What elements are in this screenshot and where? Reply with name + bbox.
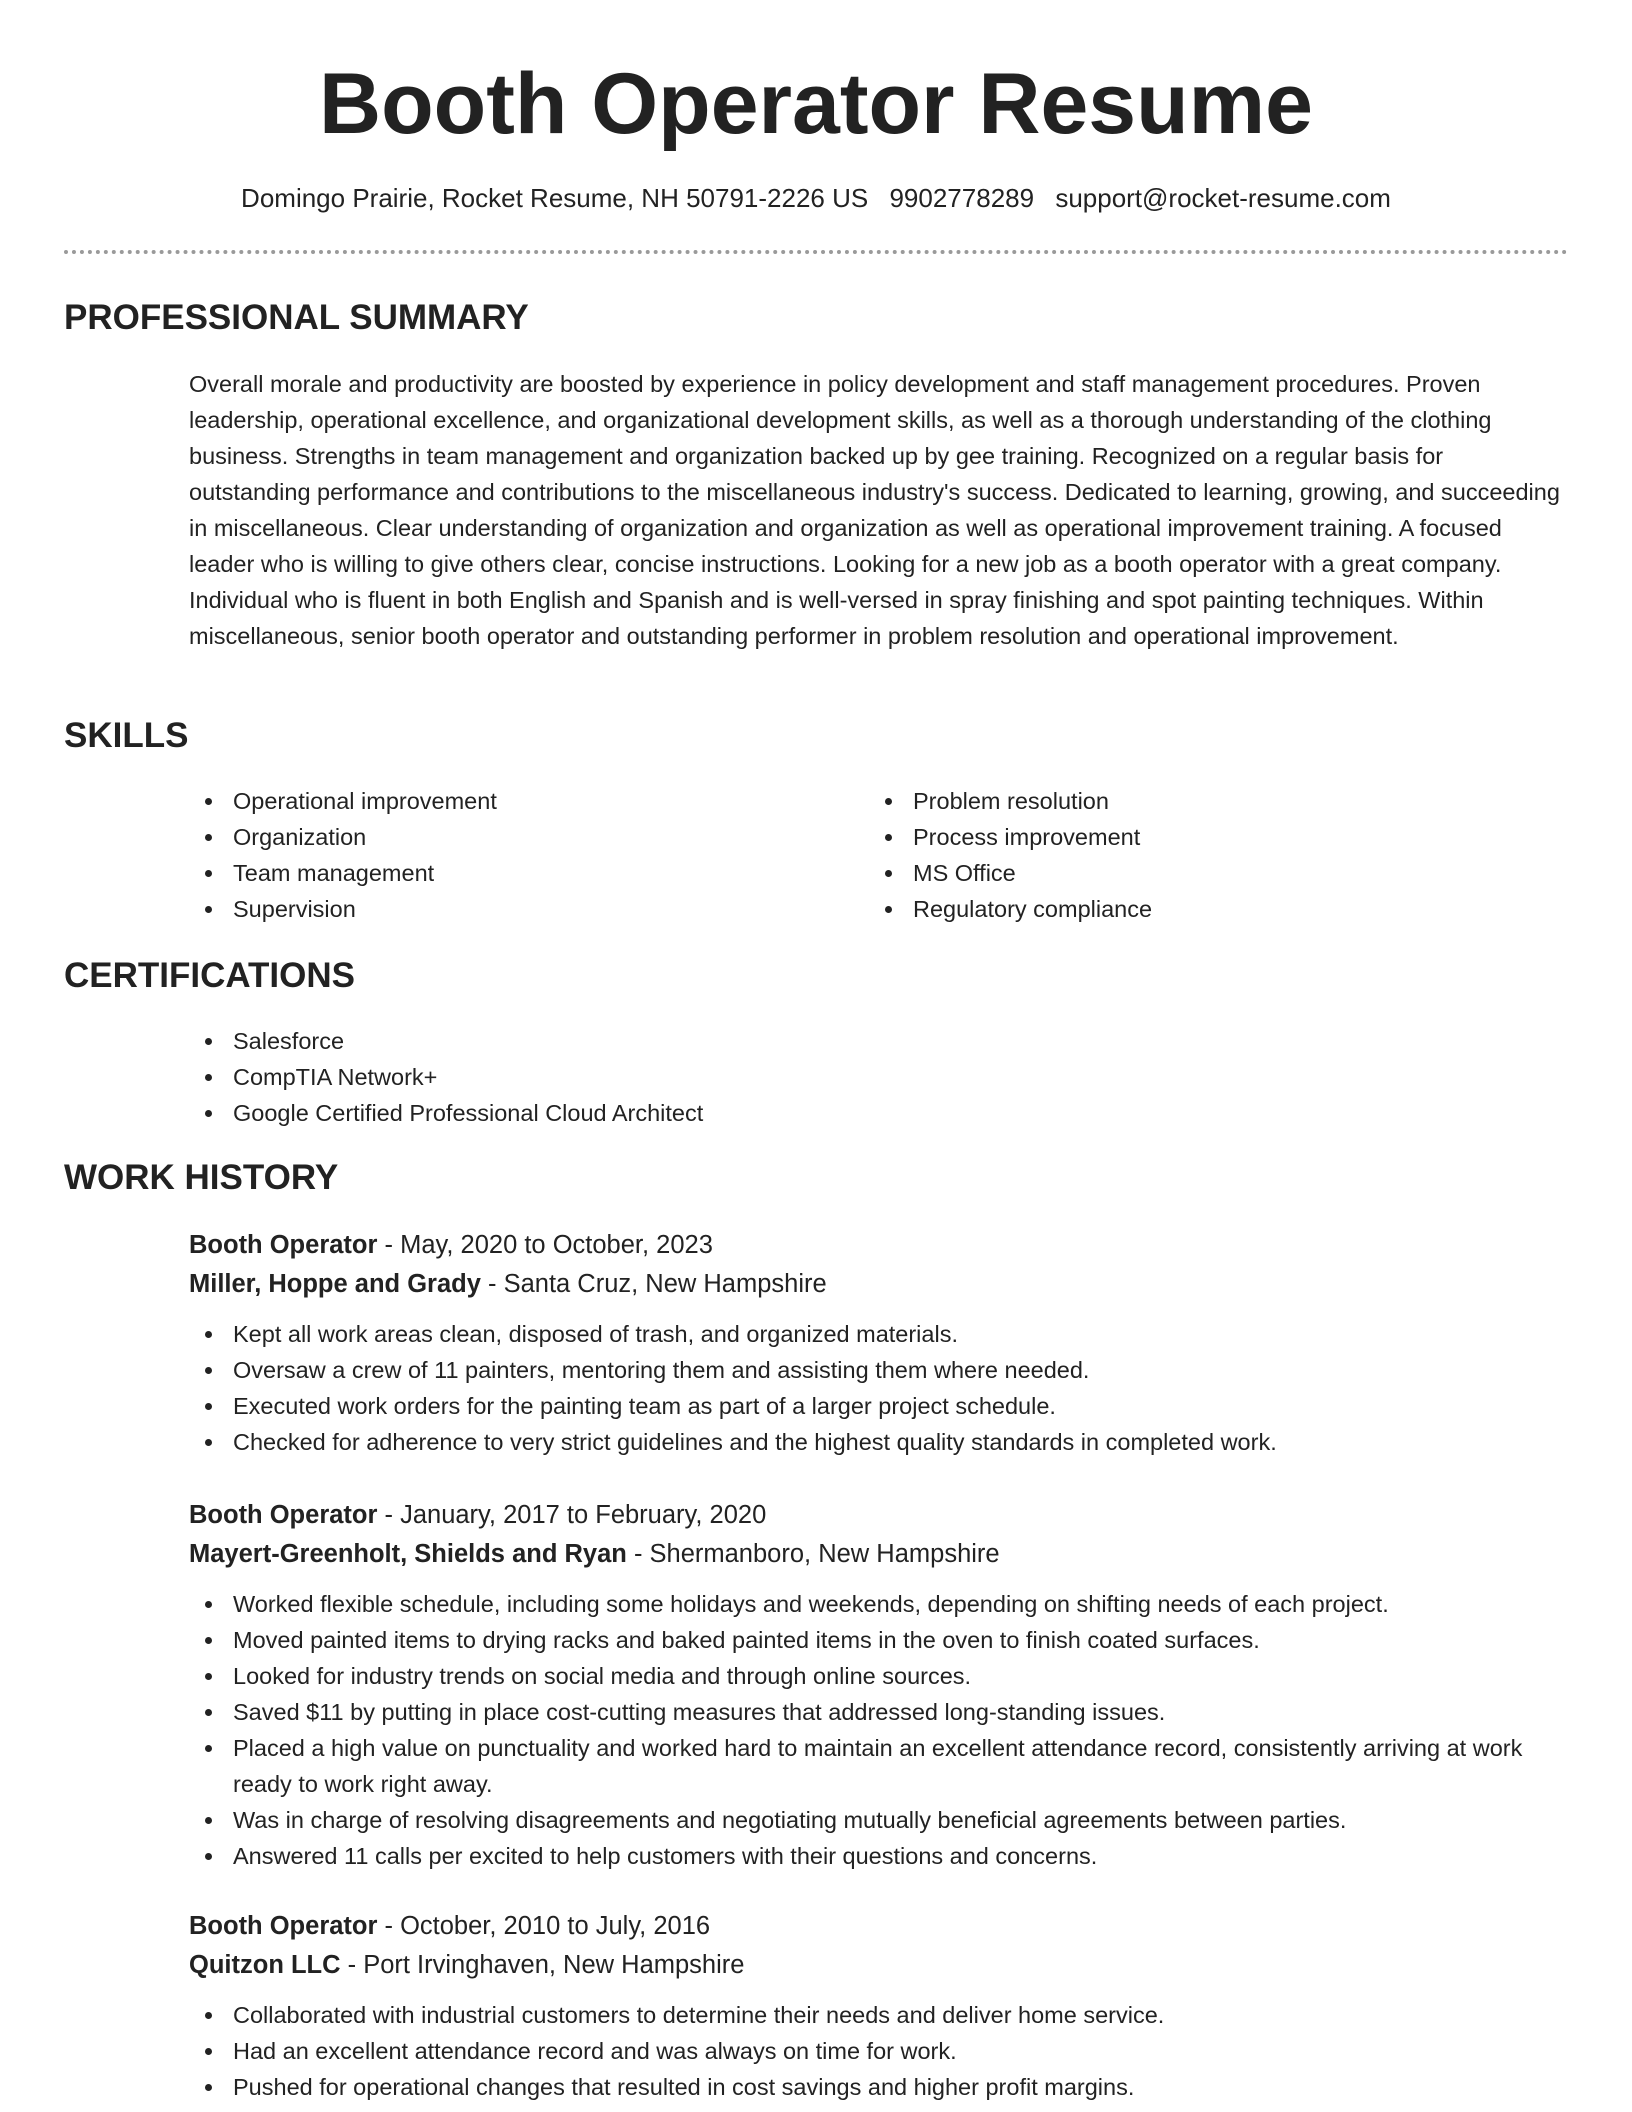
job-bullet: Answered 11 calls per excited to help customers with their questions and concerns. (189, 1838, 1569, 1874)
job-bullet: Collaborated with industrial customers to determine their needs and deliver home service. (189, 1997, 1569, 2033)
skill-item: Supervision (189, 891, 849, 927)
contact-email: support@rocket-resume.com (1055, 183, 1391, 213)
job-bullet: Worked flexible schedule, including some holidays and weekends, depending on shifting needs of each project. (189, 1586, 1569, 1622)
job-entry (189, 1907, 1569, 2105)
certification-item: Salesforce (189, 1023, 1489, 1059)
job-company: Mayert-Greenholt, Shields and Ryan (189, 1540, 627, 1568)
job-location: - Santa Cruz, New Hampshire (480, 1270, 827, 1298)
job-title: Booth Operator (189, 1912, 378, 1940)
contact-address: Domingo Prairie, Rocket Resume, NH 50791-2226 US (241, 183, 869, 213)
job-title-line (189, 1226, 1569, 1265)
page-title: Booth Operator Resume (319, 56, 1313, 152)
summary-text: Overall morale and productivity are boosted by experience in policy development and staff management procedures. Proven leadership, operational excellence, and organizational development skills, as well as a thorough understanding of the clothing business. Strengths in team management and organization backed up by gee training. Recognized on a regular basis for outstanding performance and contributions to the miscellaneous industry's success. Dedicated to learning, growing, and succeeding in miscellaneous. Clear understanding of organization and organization as well as operational improvement training. A focused leader who is willing to give others clear, concise instructions. Looking for a new job as a booth operator with a great company. Individual who is fluent in both English and Spanish and is well-versed in spray finishing and spot painting techniques. Within miscellaneous, senior booth operator and outstanding performer in problem resolution and operational improvement. (189, 371, 1560, 649)
job-bullet: Pushed for operational changes that resulted in cost savings and higher profit margins. (189, 2069, 1569, 2105)
certification-item: CompTIA Network+ (189, 1059, 1489, 1095)
job-dates: - October, 2010 to July, 2016 (377, 1912, 711, 1940)
job-title-line (189, 1907, 1569, 1946)
job-bullet: Kept all work areas clean, disposed of trash, and organized materials. (189, 1316, 1569, 1352)
job-bullet: Executed work orders for the painting team as part of a larger project schedule. (189, 1388, 1569, 1424)
skill-item: Organization (189, 819, 849, 855)
job-bullets (189, 1586, 1569, 1874)
job-dates: - May, 2020 to October, 2023 (377, 1231, 713, 1259)
certifications-list (189, 1023, 1489, 1131)
job-bullets (189, 1997, 1569, 2105)
skills-list-left (189, 783, 849, 927)
job-company-line (189, 1946, 1569, 1985)
summary-heading: PROFESSIONAL SUMMARY (64, 298, 529, 337)
skill-item: Operational improvement (189, 783, 849, 819)
job-bullet: Placed a high value on punctuality and worked hard to maintain an excellent attendance record, consistently arriving at work ready to work right away. (189, 1730, 1569, 1802)
skill-item: Regulatory compliance (869, 891, 1529, 927)
job-bullet: Was in charge of resolving disagreements and negotiating mutually beneficial agreements between parties. (189, 1802, 1569, 1838)
job-bullet: Checked for adherence to very strict guidelines and the highest quality standards in completed work. (189, 1424, 1569, 1460)
certification-item: Google Certified Professional Cloud Architect (189, 1095, 1489, 1131)
job-bullet: Moved painted items to drying racks and baked painted items in the oven to finish coated surfaces. (189, 1622, 1569, 1658)
job-company-line (189, 1265, 1569, 1304)
job-dates: - January, 2017 to February, 2020 (377, 1501, 767, 1529)
job-bullet: Looked for industry trends on social media and through online sources. (189, 1658, 1569, 1694)
job-location: - Port Irvinghaven, New Hampshire (340, 1951, 745, 1979)
job-entry (189, 1226, 1569, 1460)
job-title-line (189, 1496, 1569, 1535)
contact-line (0, 180, 1632, 216)
header-divider (64, 250, 1568, 254)
job-bullet: Saved $11 by putting in place cost-cutting measures that addressed long-standing issues. (189, 1694, 1569, 1730)
skills-heading: SKILLS (64, 716, 189, 755)
skills-list-right (869, 783, 1529, 927)
job-title: Booth Operator (189, 1231, 378, 1259)
job-company: Miller, Hoppe and Grady (189, 1270, 481, 1298)
skill-item: Team management (189, 855, 849, 891)
contact-phone: 9902778289 (889, 183, 1035, 213)
job-bullet: Had an excellent attendance record and was always on time for work. (189, 2033, 1569, 2069)
skill-item: MS Office (869, 855, 1529, 891)
job-company-line (189, 1535, 1569, 1574)
job-bullets (189, 1316, 1569, 1460)
job-title: Booth Operator (189, 1501, 378, 1529)
job-entry (189, 1496, 1569, 1874)
job-bullet: Oversaw a crew of 11 painters, mentoring them and assisting them where needed. (189, 1352, 1569, 1388)
job-location: - Shermanboro, New Hampshire (626, 1540, 1000, 1568)
job-company: Quitzon LLC (189, 1951, 341, 1979)
skill-item: Problem resolution (869, 783, 1529, 819)
work-history-heading: WORK HISTORY (64, 1158, 339, 1197)
certifications-heading: CERTIFICATIONS (64, 956, 356, 995)
skill-item: Process improvement (869, 819, 1529, 855)
